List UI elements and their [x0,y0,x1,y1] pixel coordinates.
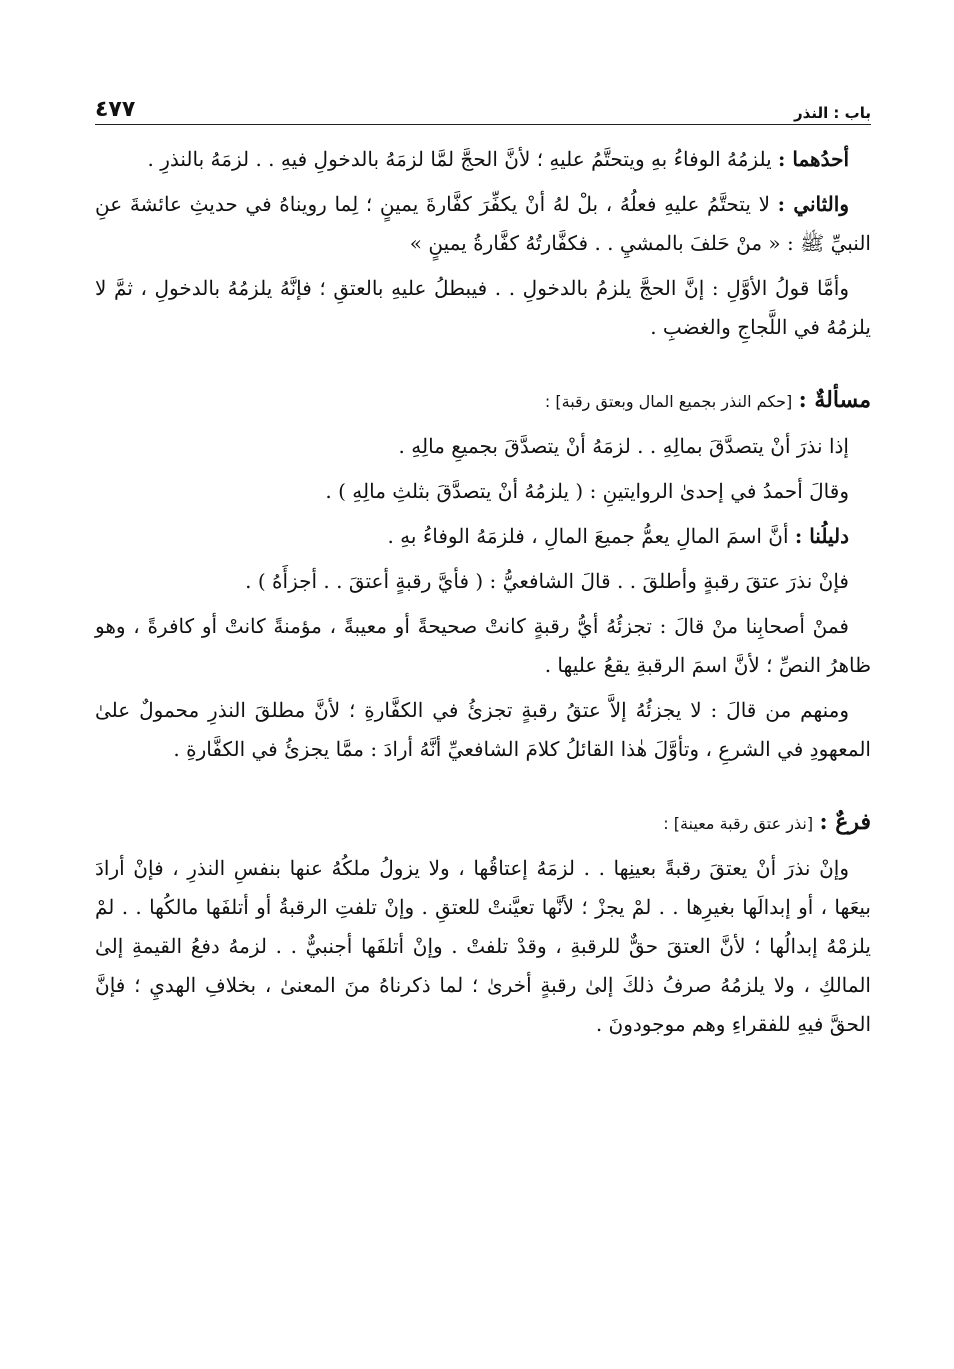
page-number: ٤٧٧ [95,97,136,122]
paragraph-lead: والثاني : [777,192,849,216]
paragraph [95,269,871,347]
paragraph [95,517,871,556]
paragraph [95,427,871,466]
running-head: باب : النذر [794,104,871,122]
paragraph-text: وأمَّا قولُ الأوَّلِ : إنَّ الحجَّ يلزمُ بالدخولِ . . فيبطلُ عليهِ بالعتقِ ؛ فإنَّهُ يلزمُهُ بالدخولِ ، ثمَّ لا يلزمُهُ في اللَّجاجِ والغضبِ . [95,276,871,339]
paragraph-text: فمنْ أصحابِنا منْ قالَ : تجزئُهُ أيُّ رقبةٍ كانتْ صحيحةً أو معيبةً ، مؤمنةً كانتْ أو كافرةً ، وهو ظاهرُ النصِّ ؛ لأنَّ اسمَ الرقبةِ يقعُ عليها . [95,614,871,677]
paragraph-lead: أحدُهما : [778,147,849,171]
paragraph-text: وقالَ أحمدُ في إحدىٰ الروايتينِ : ( يلزمُهُ أنْ يتصدَّقَ بثلثِ مالِهِ ) . [325,479,849,503]
page-body [95,140,871,1050]
paragraph-lead: دليلُنا : [794,524,849,548]
paragraph [95,472,871,511]
section-label: فرعٌ : [819,809,871,835]
paragraph-text: ومنهم من قالَ : لا يجزئُهُ إلاَّ عتقُ رقبةٍ تجزئُ في الكفَّارةِ ؛ لأنَّ مطلقَ النذرِ محمولٌ علىٰ المعهودِ في الشرعِ ، وتأوَّلَ هٰذا القائلُ كلامَ الشافعيِّ أنَّهُ أرادَ : ممَّا يجزئُ في الكفَّارةِ . [95,698,871,761]
section-label: مسألةٌ : [798,387,871,413]
section-title: [حكم النذر بجميع المال وبعتق رقبة] : [544,392,793,411]
paragraph [95,185,871,263]
paragraph [95,607,871,685]
paragraph-text: إذا نذرَ أنْ يتصدَّقَ بمالِهِ . . لزمَهُ أنْ يتصدَّقَ بجميعِ مالِهِ . [398,434,849,458]
paragraph-text: أنَّ اسمَ المالِ يعمُّ جميعَ المالِ ، فلزمَهُ الوفاءُ بهِ . [387,524,795,548]
section-heading [95,803,871,843]
paragraph-text: لا يتحتَّمُ عليهِ فعلُهُ ، بلْ لهُ أنْ يكفِّرَ كفَّارةَ يمينٍ ؛ لِما رويناهُ في حديثِ عائشةَ عنِ النبيِّ ﷺ : « منْ حَلفَ بالمشيِ . . فكفَّارتُهُ كفَّارةُ يمينٍ » [95,192,871,255]
section-title: [نذر عتق رقبة معينة] : [663,814,814,833]
paragraph [95,849,871,1044]
paragraph-text: يلزمُهُ الوفاءُ بهِ ويتحتَّمُ عليهِ ؛ لأنَّ الحجَّ لمَّا لزمَهُ بالدخولِ فيهِ . . لزمَهُ بالنذرِ . [147,147,779,171]
paragraph [95,562,871,601]
page-header [95,88,871,122]
section-heading [95,381,871,421]
paragraph-text: فإنْ نذرَ عتقَ رقبةٍ وأطلقَ . . قالَ الشافعيُّ : ( فأيَّ رقبةٍ أعتقَ . . أجزأَهُ ) . [245,569,849,593]
paragraph-text: وإنْ نذرَ أنْ يعتقَ رقبةً بعينِها . . لزمَهُ إعتاقُها ، ولا يزولُ ملكُهُ عنها بنفسِ النذرِ ، فإنْ أرادَ بيعَها ، أو إبدالَها بغيرِها . . لمْ يجزْ ؛ لأنَّها تعيَّنتْ للعتقِ . وإنْ تلفتِ الرقبةُ أو أتلفَها مالكُها . . لمْ يلزمْهُ إبدالُها ؛ لأنَّ العتقَ حقٌّ للرقبةِ ، وقدْ تلفتْ . وإنْ أتلفَها أجنبيٌّ . . لزمهُ دفعُ القيمةِ إلىٰ المالكِ ، ولا يلزمُهُ صرفُ ذلكَ إلىٰ رقبةٍ أخرىٰ ؛ لما ذكرناهُ منَ المعنىٰ ، بخلافِ الهديِ ؛ فإنَّ الحقَّ فيهِ للفقراءِ وهم موجودونَ . [95,856,871,1036]
paragraph [95,140,871,179]
paragraph [95,691,871,769]
header-rule [95,124,871,125]
